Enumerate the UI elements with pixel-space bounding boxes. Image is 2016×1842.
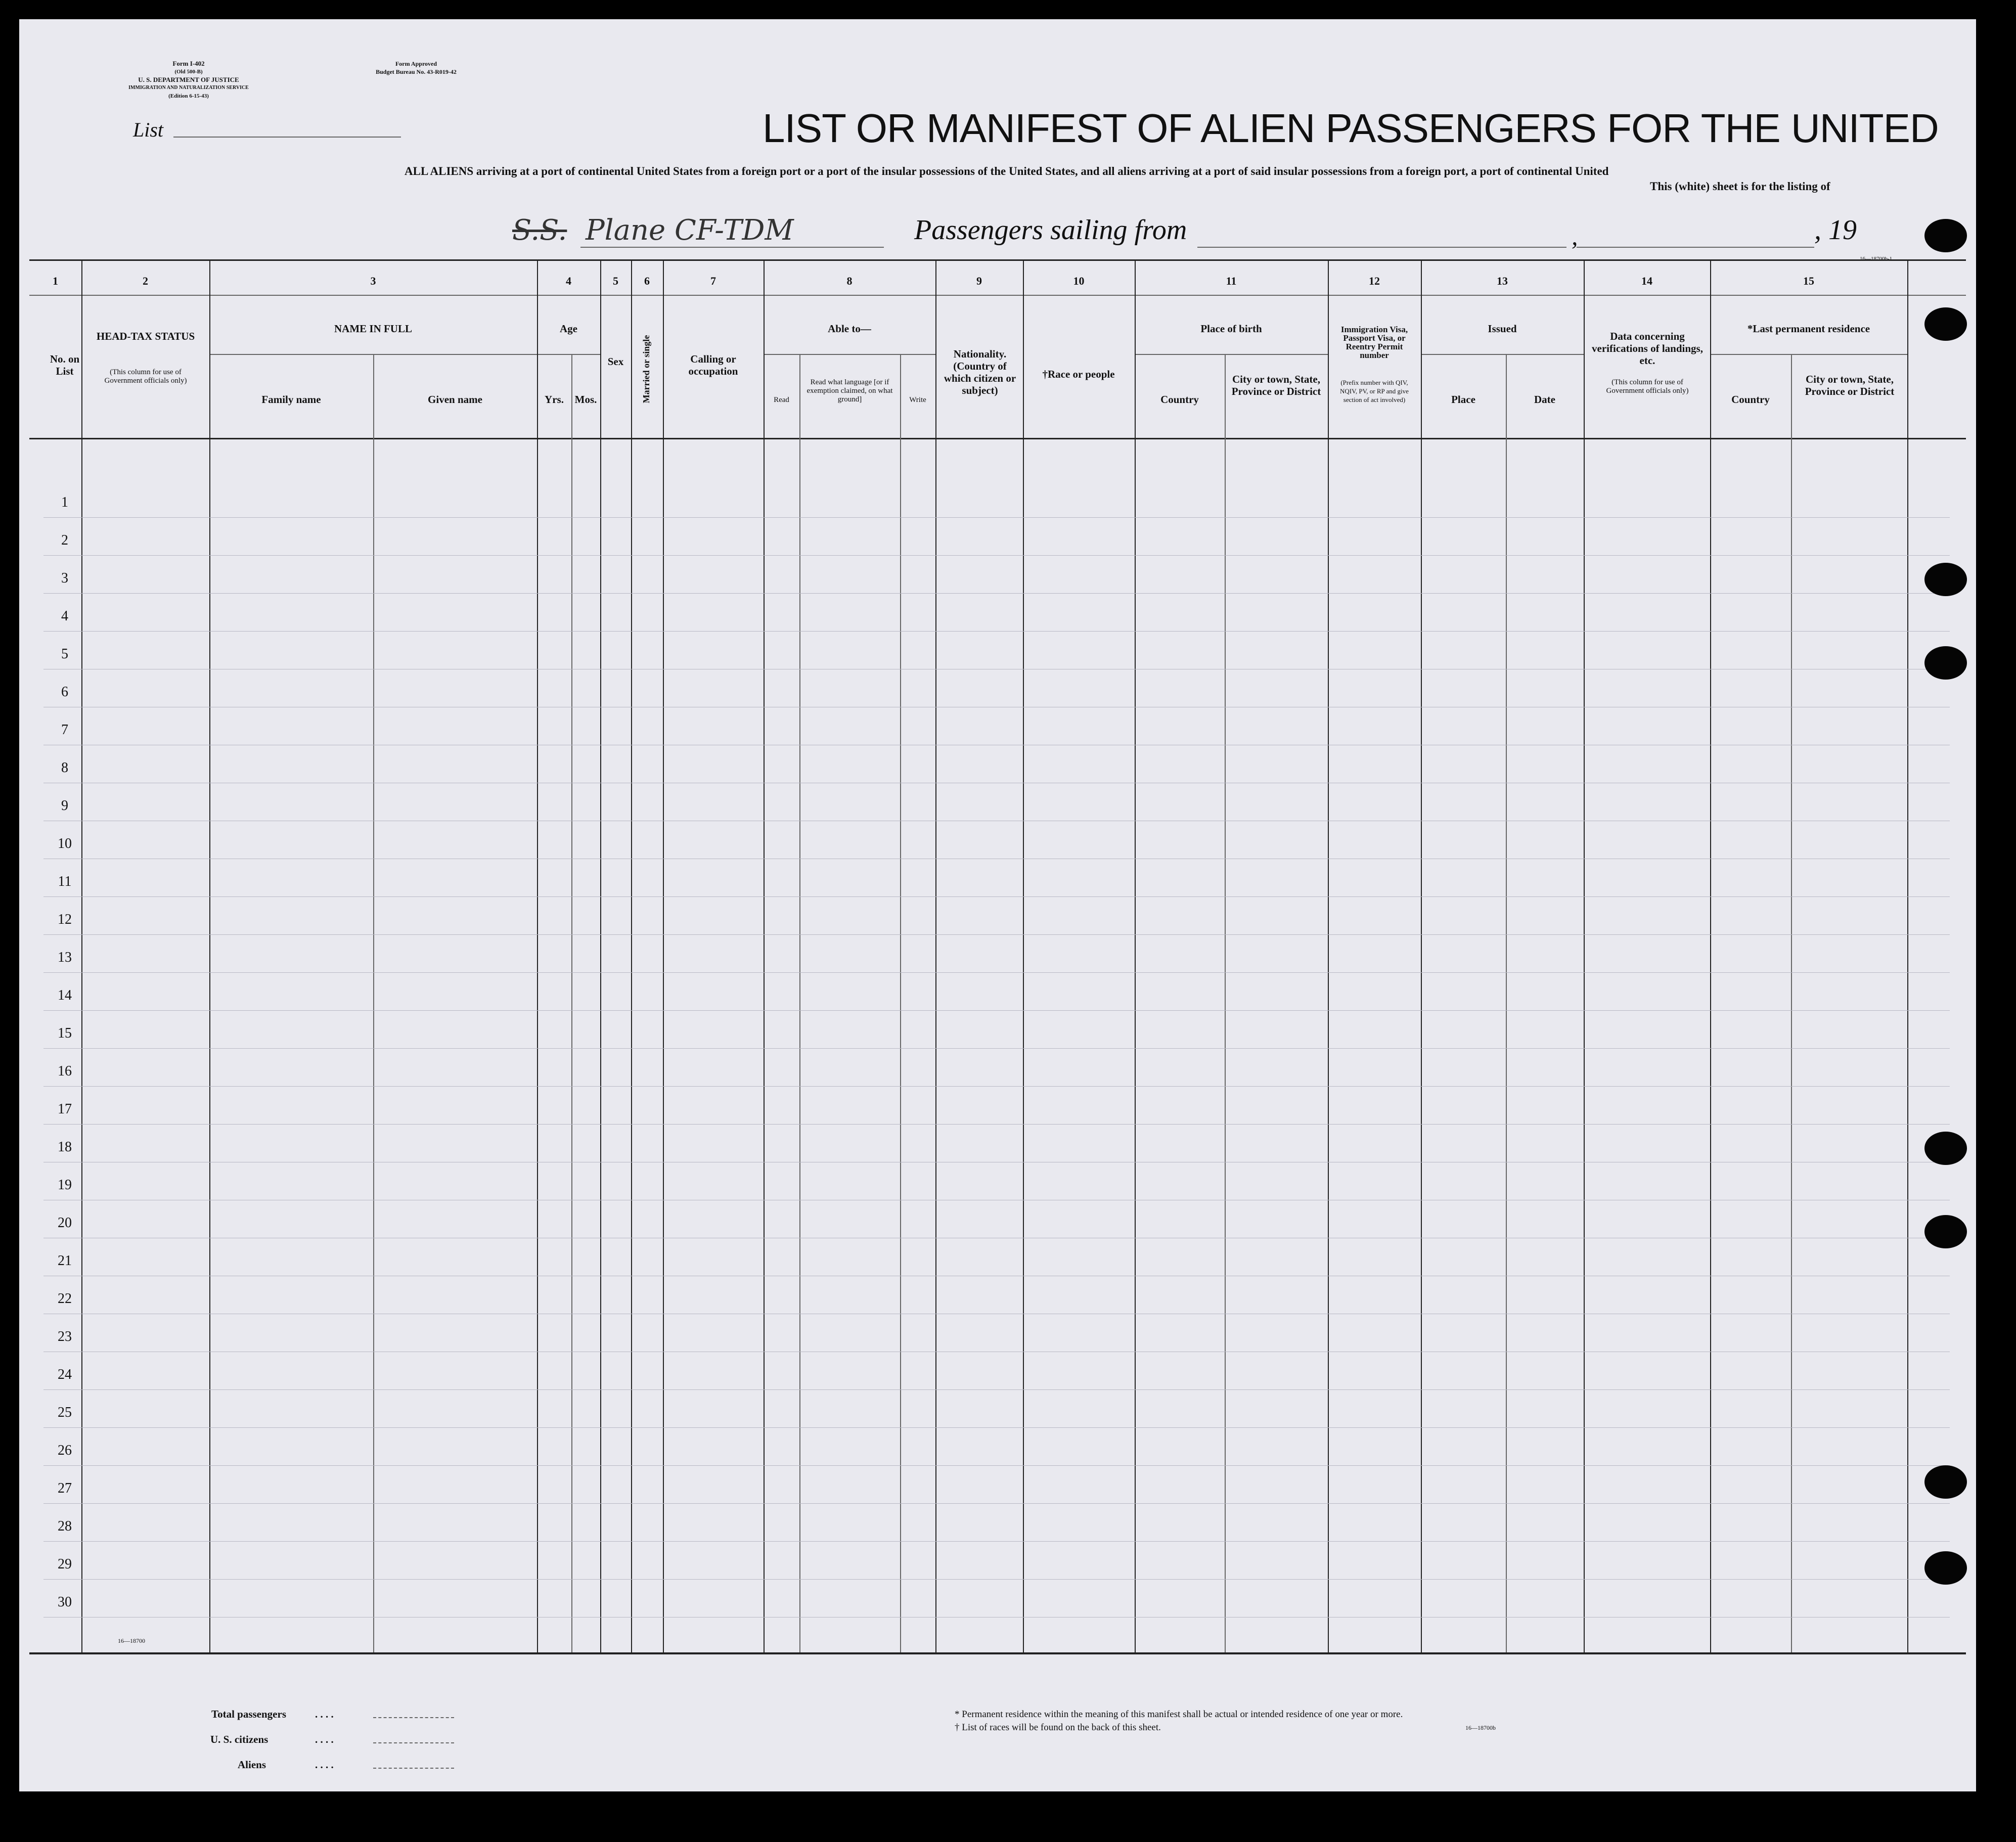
row-number: 12: [58, 912, 72, 927]
row-number: 7: [61, 722, 68, 738]
row-number: 16: [58, 1063, 72, 1079]
row-number: 1: [61, 495, 68, 510]
col-rule-8a: [799, 354, 800, 1652]
list-blank-line: [173, 137, 401, 138]
header-bottom-rule: [29, 438, 1966, 439]
header-age: Age: [560, 323, 577, 335]
header-able-to: Able to—: [828, 323, 871, 335]
col-number-4: 4: [566, 275, 571, 287]
header-visa-note: (Prefix number with QIV, NQIV, PV, or RP and give section of act involved): [1340, 379, 1409, 403]
punch-hole: [1924, 1215, 1967, 1248]
col-rule-13a: [1506, 354, 1507, 1652]
row-rule: [43, 1579, 1950, 1580]
header-residence-city: City or town, State, Province or District: [1805, 373, 1895, 397]
header-nationality: Nationality. (Country of which citizen or subject): [944, 348, 1016, 396]
row-number: 23: [58, 1329, 72, 1344]
row-number: 20: [58, 1215, 72, 1231]
able-subheader-rule: [764, 354, 935, 355]
table-top-rule: [29, 259, 1966, 261]
header-write: Write: [909, 396, 926, 404]
header-residence-country: Country: [1731, 393, 1770, 406]
form-approval: [348, 60, 484, 76]
row-rule: [43, 1389, 1950, 1390]
header-race: †Race or people: [1042, 368, 1115, 380]
header-place-of-birth: Place of birth: [1200, 323, 1262, 335]
form-department: U. S. DEPARTMENT OF JUSTICE: [138, 76, 239, 83]
col-rule-1: [81, 259, 82, 1652]
header-issued-place: Place: [1451, 393, 1475, 406]
col-rule-3a: [373, 354, 374, 1652]
row-number: 9: [61, 798, 68, 814]
col-number-6: 6: [644, 275, 650, 287]
header-read-language: Read what language [or if exemption claimed, on what ground]: [807, 378, 893, 403]
table-bottom-rule: [29, 1652, 1966, 1654]
vessel-blank-line: [580, 247, 884, 248]
row-rule: [43, 631, 1950, 632]
row-rule: [43, 972, 1950, 973]
header-calling: Calling or occupation: [688, 353, 738, 377]
sailing-from-label: Passengers sailing from: [914, 214, 1187, 246]
form-id-block: [105, 60, 272, 100]
col-rule-6: [663, 259, 664, 1652]
header-issued-date: Date: [1534, 393, 1555, 406]
row-number: 4: [61, 608, 68, 624]
col-rule-12: [1421, 259, 1422, 1652]
col-rule-13: [1584, 259, 1585, 1652]
row-rule: [43, 1617, 1950, 1618]
row-number: 22: [58, 1291, 72, 1307]
col-rule-4a: [571, 354, 572, 1652]
age-subheader-rule: [537, 354, 600, 355]
form-number: Form I-402: [172, 60, 205, 67]
header-issued: Issued: [1488, 323, 1517, 335]
date-blank-line: [1577, 247, 1814, 248]
punch-hole: [1924, 307, 1967, 341]
total-passengers-line[interactable]: [373, 1717, 454, 1718]
col-number-14: 14: [1641, 275, 1652, 287]
header-no-on-list: No. on List: [50, 353, 80, 377]
punch-hole: [1924, 1465, 1967, 1499]
footnote-residence: * Permanent residence within the meaning of this manifest shall be actual or intended residence of one year or more.: [955, 1709, 1403, 1720]
col-number-5: 5: [613, 275, 618, 287]
header-given-name: Given name: [428, 393, 482, 406]
ss-prefix: S.S.: [512, 214, 567, 247]
col-rule-4: [600, 259, 601, 1652]
col-number-9: 9: [976, 275, 982, 287]
aliens-label: Aliens: [238, 1759, 266, 1771]
row-number: 27: [58, 1480, 72, 1496]
row-rule: [43, 934, 1950, 935]
col-rule-5: [631, 259, 632, 1652]
row-rule: [43, 555, 1950, 556]
form-code-footer: 16—18700b: [1465, 1724, 1496, 1731]
vessel-name-handwritten: Plane CF-TDM: [586, 214, 794, 247]
row-number: 14: [58, 987, 72, 1003]
col-number-3: 3: [370, 275, 376, 287]
col-number-12: 12: [1369, 275, 1380, 287]
aliens-dots: . . . .: [315, 1759, 334, 1771]
comma: ,: [1572, 222, 1578, 250]
header-age-mos: Mos.: [574, 393, 597, 406]
manifest-sheet: [19, 19, 1976, 1791]
row-rule: [43, 1086, 1950, 1087]
us-citizens-dots: . . . .: [315, 1733, 334, 1745]
total-passengers-label: Total passengers: [211, 1708, 286, 1720]
total-passengers-dots: . . . .: [315, 1708, 334, 1720]
row-number: 28: [58, 1518, 72, 1534]
instruction-line-1: ALL ALIENS arriving at a port of continental United States from a foreign port or a port of the insular possessions of the United States, and all aliens arriving at a port of said insular possessions from a foreign port, a port of continental United: [405, 165, 1609, 177]
row-number: 15: [58, 1025, 72, 1041]
port-blank-line: [1197, 247, 1566, 248]
punch-hole: [1924, 1551, 1967, 1585]
col-rule-8b: [900, 354, 901, 1652]
row-rule: [43, 896, 1950, 897]
col-number-1: 1: [53, 275, 58, 287]
header-age-yrs: Yrs.: [545, 393, 564, 406]
row-rule: [43, 1503, 1950, 1504]
row-rule: [43, 1124, 1950, 1125]
header-head-tax-note: (This column for use of Government officials only): [104, 368, 187, 385]
punch-hole: [1924, 1132, 1967, 1165]
instruction-line-2: This (white) sheet is for the listing of: [1650, 180, 1830, 193]
row-rule: [43, 1010, 1950, 1011]
row-number: 29: [58, 1556, 72, 1572]
row-rule: [43, 1465, 1950, 1466]
header-married-single: Married or single: [641, 335, 651, 403]
us-citizens-label: U. S. citizens: [210, 1733, 268, 1745]
row-number: 18: [58, 1139, 72, 1155]
column-number-rule: [29, 295, 1966, 296]
footnote-races: † List of races will be found on the back of this sheet.: [955, 1722, 1161, 1733]
row-number: 2: [61, 532, 68, 548]
row-number: 8: [61, 760, 68, 776]
col-number-8: 8: [846, 275, 853, 287]
year-label: , 19: [1814, 214, 1857, 246]
col-rule-15a: [1791, 354, 1792, 1652]
row-number: 25: [58, 1405, 72, 1420]
header-head-tax: HEAD-TAX STATUS: [96, 330, 195, 342]
header-sex: Sex: [607, 355, 624, 368]
form-old-number: (Old 500-B): [174, 69, 203, 75]
birth-subheader-rule: [1135, 354, 1328, 355]
col-rule-11: [1328, 259, 1329, 1652]
row-number: 6: [61, 684, 68, 700]
row-number: 21: [58, 1253, 72, 1269]
header-verification-note: (This column for use of Government officials only): [1606, 378, 1689, 395]
row-number: 17: [58, 1101, 72, 1117]
col-rule-15: [1907, 259, 1908, 1652]
row-number: 30: [58, 1594, 72, 1610]
row-rule: [43, 1427, 1950, 1428]
list-label: List: [133, 118, 164, 141]
row-number: 26: [58, 1443, 72, 1458]
row-rule: [43, 517, 1950, 518]
col-number-2: 2: [143, 275, 148, 287]
col-rule-9: [1023, 259, 1024, 1652]
col-number-13: 13: [1497, 275, 1508, 287]
punch-hole: [1924, 646, 1967, 680]
col-number-7: 7: [710, 275, 716, 287]
col-number-10: 10: [1073, 275, 1085, 287]
row-number: 19: [58, 1177, 72, 1193]
row-rule: [43, 593, 1950, 594]
row-number: 13: [58, 950, 72, 965]
col-rule-14: [1710, 259, 1711, 1652]
col-rule-10: [1135, 259, 1136, 1652]
form-approved: Form Approved: [395, 60, 437, 67]
page-title: LIST OR MANIFEST OF ALIEN PASSENGERS FOR THE UNITED: [763, 106, 1939, 151]
header-birth-city: City or town, State, Province or District: [1231, 373, 1321, 397]
row-rule: [43, 1048, 1950, 1049]
header-last-residence: *Last permanent residence: [1747, 323, 1870, 335]
col-rule-3: [537, 259, 538, 1652]
col-rule-2: [209, 259, 210, 1652]
row-number: 5: [61, 646, 68, 662]
header-name-in-full: NAME IN FULL: [334, 323, 412, 335]
row-rule: [43, 1541, 1950, 1542]
us-citizens-line[interactable]: [373, 1742, 454, 1743]
col-number-11: 11: [1226, 275, 1237, 287]
col-rule-11a: [1225, 354, 1226, 1652]
row-number: 3: [61, 570, 68, 586]
header-verification: Data concerning verifications of landings, etc.: [1592, 330, 1703, 367]
residence-subheader-rule: [1710, 354, 1907, 355]
form-code-bottom: 16—18700: [118, 1637, 145, 1644]
budget-number: Budget Bureau No. 43-R019-42: [376, 68, 457, 75]
row-number: 10: [58, 836, 72, 851]
form-code-top: 16—18700b-1: [1860, 256, 1893, 262]
col-rule-7: [764, 259, 765, 1652]
col-number-15: 15: [1803, 275, 1814, 287]
header-read: Read: [774, 396, 789, 404]
punch-hole: [1924, 563, 1967, 596]
col-rule-8: [935, 259, 936, 1652]
header-visa: Immigration Visa, Passport Visa, or Reentry Permit number: [1340, 325, 1408, 360]
header-birth-country: Country: [1160, 393, 1199, 406]
form-service: IMMIGRATION AND NATURALIZATION SERVICE: [128, 85, 249, 91]
row-number: 11: [58, 874, 72, 889]
issued-subheader-rule: [1421, 354, 1584, 355]
row-number: 24: [58, 1367, 72, 1382]
header-family-name: Family name: [261, 393, 321, 406]
form-edition: (Edition 6-15-43): [168, 93, 209, 99]
punch-hole: [1924, 219, 1967, 252]
aliens-line[interactable]: [373, 1768, 454, 1769]
